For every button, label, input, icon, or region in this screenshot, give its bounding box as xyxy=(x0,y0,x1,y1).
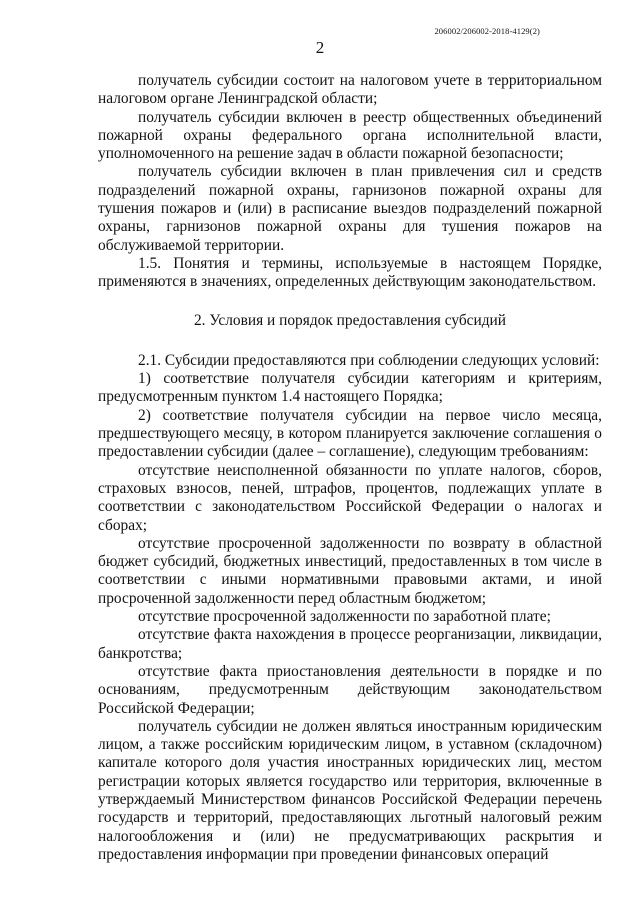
document-body xyxy=(98,72,602,864)
paragraph: отсутствие просроченной задолженности по заработной плате; xyxy=(138,608,551,626)
paragraph: отсутствие факта нахождения в процессе реорганизации, ликвидации, банкротства; xyxy=(98,626,602,662)
paragraph: получатель субсидии состоит на налоговом учете в территориальном налоговом органе Ленинградской области; xyxy=(98,72,602,108)
page-number: 2 xyxy=(315,38,325,57)
paragraph: получатель субсидии включен в план привлечения сил и средств подразделений пожарной охраны, гарнизонов пожарной охраны для тушения пожаров и (или) в расписание выездов подразделений пожарной охраны, гарнизонов пожарной охраны для тушения пожаров на обслуживаемой территории. xyxy=(98,163,602,254)
paragraph: 2.1. Субсидии предоставляются при соблюдении следующих условий: xyxy=(138,351,600,369)
section-title: 2. Условия и порядок предоставления субсидий xyxy=(193,311,507,329)
paragraph: 1) соответствие получателя субсидии категориям и критериям, предусмотренным пунктом 1.4 настоящего Порядка; xyxy=(98,370,602,406)
paragraph: отсутствие факта приостановления деятельности в порядке и по основаниям, предусмотренным действующим законодательством Российской Федерации; xyxy=(98,662,602,717)
paragraph: получатель субсидии включен в реестр общественных объединений пожарной охраны федерального органа исполнительной власти, уполномоченного на решение задач в области пожарной безопасности; xyxy=(98,108,602,163)
document-number: 206002/206002-2018-4129(2) xyxy=(434,26,540,36)
paragraph: 1.5. Понятия и термины, используемые в настоящем Порядке, применяются в значениях, определенных действующим законодательством. xyxy=(98,254,602,291)
paragraph: получатель субсидии не должен являться иностранным юридическим лицом, а также российским юридическим лицом, в уставном (складочном) капитале которого доля участия иностранных юридических лиц, местом регистрации которых является государство или территория, включенные в утверждаемый Министерством финансов Российской Федерации перечень государств и территорий, предоставляющих льготный налоговый режим налогообложения и (или) не предусматривающих раскрытия и предоставления информации при проведении финансовых операций xyxy=(98,717,602,863)
paragraph: отсутствие неисполненной обязанности по уплате налогов, сборов, страховых взносов, пеней, штрафов, процентов, подлежащих уплате в соответствии с законодательством Российской Федерации о налогах и сборах; xyxy=(98,461,602,534)
paragraph: отсутствие просроченной задолженности по возврату в областной бюджет субсидий, бюджетных инвестиций, предоставленных в том числе в соответствии с иными нормативными правовыми актами, и иной просроченной задолженности перед областным бюджетом; xyxy=(98,534,602,607)
paragraph: 2) соответствие получателя субсидии на первое число месяца, предшествующего месяцу, в котором планируется заключение соглашения о предоставлении субсидии (далее – соглашение), следующим требованиям: xyxy=(98,406,602,461)
